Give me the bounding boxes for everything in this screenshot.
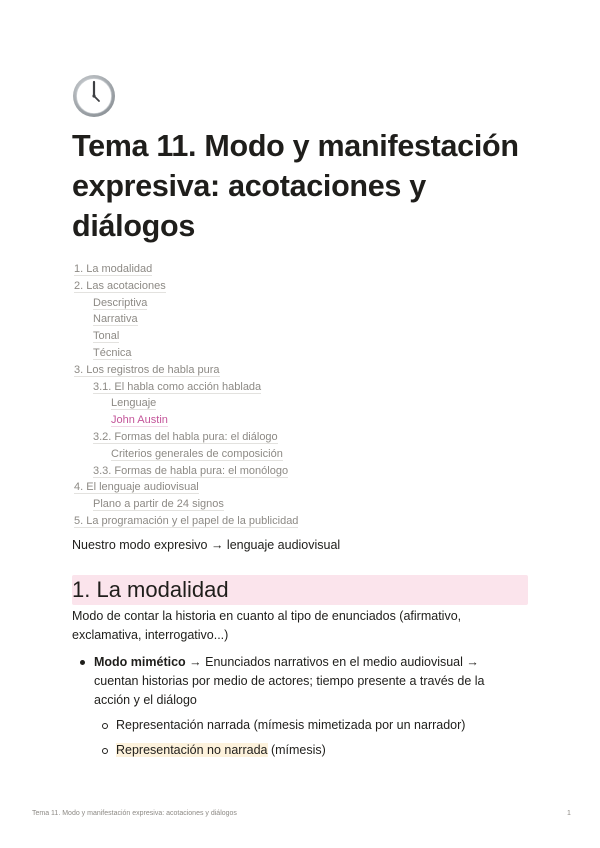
- list-item: [80, 653, 520, 710]
- bullet-ring: [102, 723, 108, 729]
- toc-link[interactable]: [72, 463, 532, 480]
- toc-link-label: Criterios generales de composición: [111, 447, 283, 460]
- section-paragraph: Modo de contar la historia en cuanto al tipo de enunciados (afirmativo, exclamativa, interrogativo...): [72, 609, 462, 642]
- toc-link-label: Narrativa: [93, 313, 138, 326]
- section-heading-text: 1. La modalidad: [72, 577, 229, 602]
- toc-link-label: Lenguaje: [111, 397, 157, 410]
- section-heading-modalidad: [72, 575, 528, 605]
- toc-link[interactable]: [72, 446, 532, 463]
- highlighted-text: Representación no narrada: [116, 743, 268, 757]
- toc-link[interactable]: [72, 429, 532, 446]
- sub-item-text: Representación narrada (mímesis mimetizada por un narrador): [116, 718, 466, 732]
- toc-link[interactable]: [72, 261, 532, 278]
- toc-link[interactable]: [72, 496, 532, 513]
- table-of-contents: [72, 261, 532, 530]
- toc-link[interactable]: [72, 278, 532, 295]
- bullet-strong: Modo mimético: [94, 655, 186, 669]
- toc-link-label: 3.2. Formas del habla pura: el diálogo: [93, 430, 278, 443]
- toc-link-label: 3.3. Formas de habla pura: el monólogo: [93, 464, 289, 477]
- toc-link[interactable]: [72, 379, 532, 396]
- toc-link[interactable]: [72, 479, 532, 496]
- intro-text: Nuestro modo expresivo → lenguaje audiovisual: [72, 538, 341, 552]
- toc-link[interactable]: [72, 513, 532, 530]
- toc-link-label: 2. Las acotaciones: [74, 279, 166, 292]
- toc-link[interactable]: [72, 412, 532, 429]
- page-number: 1: [567, 810, 571, 817]
- toc-link-label: 3.1. El habla como acción hablada: [93, 380, 262, 393]
- toc-link-label: 5. La programación y el papel de la publicidad: [74, 514, 299, 527]
- bullet-list: [80, 653, 520, 760]
- page-title: Tema 11. Modo y manifestación expresiva: acotaciones y diálogos: [72, 129, 519, 243]
- toc-link[interactable]: [72, 362, 532, 379]
- toc-link-label: 1. La modalidad: [74, 263, 153, 275]
- toc-link[interactable]: [72, 328, 532, 345]
- sub-list-item: [80, 716, 520, 735]
- bullet-dot: [80, 660, 85, 665]
- toc-link-label: John Austin: [111, 414, 168, 427]
- sub-list-item: [80, 741, 520, 760]
- bullet-text: → Enunciados narrativos en el medio audiovisual → cuentan historias por medio de actores; tiempo presente a través de la acción y el diálogo: [94, 655, 485, 707]
- toc-link[interactable]: [72, 395, 532, 412]
- toc-link-label: 4. El lenguaje audiovisual: [74, 481, 199, 494]
- toc-link-label: 3. Los registros de habla pura: [74, 363, 220, 376]
- clock-icon: [72, 74, 116, 118]
- toc-link[interactable]: [72, 295, 532, 312]
- toc-link-label: Técnica: [93, 346, 132, 359]
- toc-link[interactable]: [72, 311, 532, 328]
- toc-link-label: Descriptiva: [93, 296, 148, 309]
- toc-link[interactable]: [72, 345, 532, 362]
- toc-link-label: Tonal: [93, 330, 120, 343]
- footer-title: Tema 11. Modo y manifestación expresiva: acotaciones y diálogos: [32, 810, 237, 817]
- toc-link-label: Plano a partir de 24 signos: [93, 498, 224, 511]
- sub-item-text: (mímesis): [267, 743, 326, 757]
- bullet-ring: [102, 748, 108, 754]
